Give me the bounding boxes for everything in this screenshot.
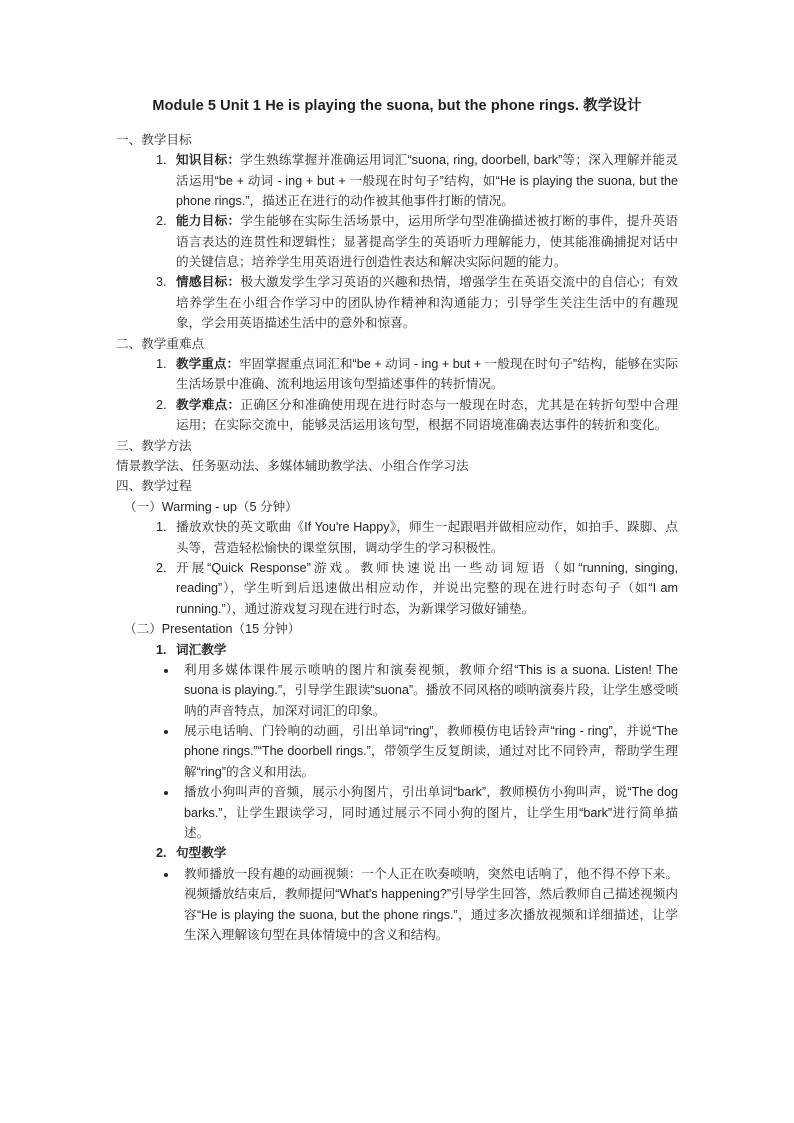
list-item [178,721,678,782]
list-item [170,354,678,395]
teaching-objectives-list [116,150,678,334]
item-body: 正确区分和准确使用现在进行时态与一般现在时态，尤其是在转折句型中合理运用；在实际交流中，能够灵活运用该句型，根据不同语境准确表达事件的转折和变化。 [176,397,679,433]
section-heading-teaching-objectives: 一、教学目标 [116,132,192,147]
item-body: 利用多媒体课件展示唢呐的图片和演奏视频，教师介绍“This is a suona. Listen! The suona is playing.”，引导学生跟读“suona”。播放不同风格的唢呐演奏片段，让学生感受唢呐的声音特点，加深对词汇的印象。 [184,662,678,718]
list-item [170,843,678,863]
item-label: 教学重点： [176,357,240,372]
item-body: 播放欢快的英文歌曲《If You're Happy》，师生一起跟唱并做相应动作，如拍手、跺脚、点头等，营造轻松愉快的课堂氛围，调动学生的学习积极性。 [176,520,678,555]
section-heading-teaching-process: 四、教学过程 [116,479,192,494]
item-label: 知识目标： [176,153,241,168]
vocabulary-teaching-bullets [116,660,678,844]
page-title: Module 5 Unit 1 He is playing the suona, but the phone rings. 教学设计 [152,98,642,114]
section-heading-key-difficult-points: 二、教学重难点 [116,336,205,351]
list-item [170,640,678,660]
item-body: 学生能够在实际生活场景中，运用所学句型准确描述被打断的事件，提升英语语言表达的连贯性和逻辑性；显著提高学生的英语听力理解能力，使其能准确捕捉对话中的关键信息；培养学生用英语进行创造性表达和解决实际问题的能力。 [176,214,679,270]
presentation-list-2 [116,843,678,863]
list-item [178,660,678,721]
item-body: 极大激发学生学习英语的兴趣和热情，增强学生在英语交流中的自信心；有效培养学生在小组合作学习中的团队协作精神和沟通能力；引导学生关注生活中的有趣现象，学会用英语描述生活中的意外和惊喜。 [176,275,679,331]
item-body: 展示电话响、门铃响的动画，引出单词“ring”，教师模仿电话铃声“ring - ring”，并说“The phone rings.”“The doorbell rings.”，带领学生反复朗读，通过对比不同铃声，帮助学生理解“ring”的含义和用法。 [184,724,678,779]
warming-up-list [116,517,678,619]
item-body: 开展“Quick Response”游戏。教师快速说出一些动词短语（如“running, singing, reading”），学生听到后迅速做出相应动作，并说出完整的现在进行时态句子（如“I am running.”），通过游戏复习现在进行时态，为新课学习做好铺垫。 [176,560,678,616]
key-difficult-points-list [116,354,678,436]
list-item [170,395,678,436]
item-label: 教学难点： [176,397,241,412]
sentence-pattern-teaching-bullets [116,864,678,946]
subsection-heading-warming-up: （一）Warming - up（5 分钟） [124,499,298,514]
section-heading-teaching-methods: 三、教学方法 [116,438,192,453]
subsection-heading-presentation: （二）Presentation（15 分钟） [124,622,301,637]
item-label: 2. 句型教学 [176,846,227,861]
item-body: 播放小狗叫声的音频，展示小狗图片，引出单词“bark”，教师模仿小狗叫声，说“The dog barks.”，让学生跟读学习，同时通过展示不同小狗的图片，让学生用“bark”进行简单描述。 [184,785,678,841]
item-body: 教师播放一段有趣的动画视频：一个人正在吹奏唢呐，突然电话响了，他不得不停下来。视频播放结束后，教师提问“What's happening?”引导学生回答，然后教师自己描述视频内容“He is playing the suona, but the phone rings.”，通过多次播放视频和详细描述，让学生深入理解该句型在具体情境中的含义和结构。 [184,866,678,942]
list-item [170,517,678,558]
teaching-methods-body: 情景教学法、任务驱动法、多媒体辅助教学法、小组合作学习法 [116,459,469,473]
list-item [170,558,678,619]
list-item [170,211,678,272]
item-body: 学生熟练掌握并准确运用词汇“suona, ring, doorbell, bark”等；深入理解并能灵活运用“be + 动词 - ing + but + 一般现在时句子”结构，如“He is playing the suona, but the phone rings.”，描述正在进行的动作被其他事件打断的情况。 [176,153,678,208]
item-body: 牢固掌握重点词汇和“be + 动词 - ing + but + 一般现在时句子”结构，能够在实际生活场景中准确、流利地运用该句型描述事件的转折情况。 [176,357,679,392]
item-label: 能力目标： [176,214,241,229]
presentation-list [116,640,678,660]
list-item [178,782,678,843]
list-item [170,150,678,211]
list-item [170,272,678,333]
item-label: 情感目标： [176,275,241,290]
list-item [178,864,678,946]
item-label: 1. 词汇教学 [176,642,227,657]
